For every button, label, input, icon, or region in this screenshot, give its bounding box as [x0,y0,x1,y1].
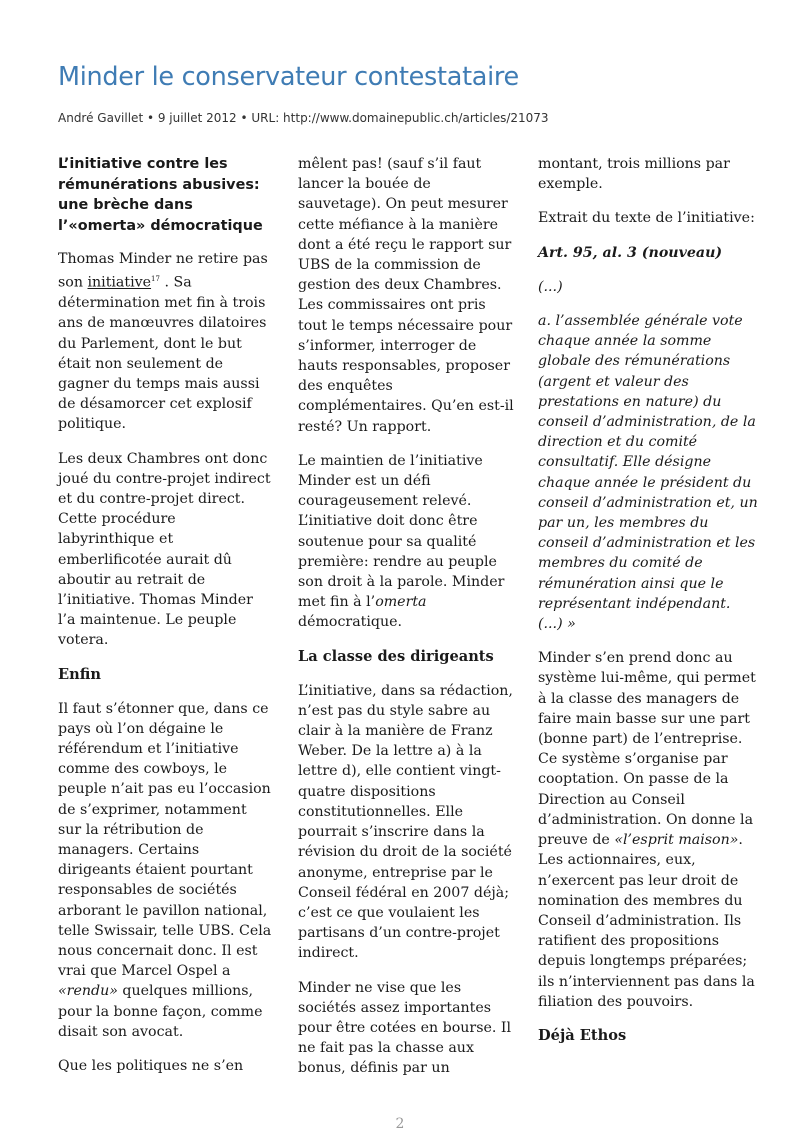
paragraph: Extrait du texte de l’initiative: [538,210,755,227]
paragraph [538,648,758,1012]
paragraph [298,451,516,633]
text-column-2 [298,154,516,1093]
paragraph: Les deux Chambres ont donc joué du contre-projet indirect et du contre-projet direct. Cette procédure labyrinthique et emberlificotée aurait dû aboutir au retrait de l’initiative. Thomas Minder l’a maintenue. Le peuple votera. [58,450,271,649]
section-heading-ethos: Déjà Ethos [538,1026,627,1044]
article-title: Minder le conservateur contestataire [58,62,519,92]
paragraph: Minder ne vise que les sociétés assez importantes pour être cotées en bourse. Il ne fait pas la chasse aux bonus, définis par un [298,979,512,1077]
paragraph [58,249,274,435]
text-run: démocratique. [298,614,403,631]
footnote-ref[interactable]: 17 [151,275,160,284]
paragraph: L’initiative, dans sa rédaction, n’est pas du style sabre au clair à la manière de Franz Weber. De la lettre a) à la lettre d), elle contient vingt-quatre dispositions constitutionnelles. Elle pourrait s’inscrire dans la révision du droit de la société anonyme, entreprise par le Conseil fédéral en 2007 déjà; c’est ce que voulaient les partisans d’un contre-projet indirect. [298,682,513,962]
paragraph: mêlent pas! (sauf s’il faut lancer la bouée de sauvetage). On peut mesurer cette méfiance à la manière dont a été reçu le rapport sur UBS de la commission de gestion des deux Chambres. Les commissaires ont pris tout le temps nécessaire pour s’informer, interroger de hauts responsables, proposer des enquêtes complémentaires. Qu’en est-il resté? Un rapport. [298,156,514,435]
italic-quote: «rendu» [58,983,118,1000]
text-run: quelques millions, pour la bonne façon, comme disait son avocat. [58,983,263,1040]
page-number: 2 [395,1116,405,1132]
paragraph: montant, trois millions par exemple. [538,156,730,193]
paragraph: Que les politiques ne s’en [58,1058,244,1075]
initiative-link[interactable]: initiative [87,274,152,291]
section-heading-classe: La classe des dirigeants [298,647,494,665]
article-byline: André Gavillet • 9 juillet 2012 • URL: http://www.domainepublic.ch/articles/21073 [58,111,549,125]
text-run: Le maintien de l’initiative Minder est un défi courageusement relevé. L’initiative doit donc être soutenue pour sa qualité première: rendre au peuple son droit à la parole. Minder met fin à l’ [298,452,505,611]
text-column-1 [58,154,274,1090]
italic-quote: «l’esprit maison» [614,832,739,849]
paragraph [58,699,274,1042]
italic-term: omerta [375,594,427,611]
text-run: . Sa détermination met fin à trois ans de manœuvres dilatoires du Parlement, dont le but était non seulement de gagner du temps mais aussi de désamorcer cet explosif politique. [58,274,267,433]
text-run: . Les actionnaires, eux, n’exercent pas leur droit de nomination des membres du Conseil d’administration. Ils ratifient des propositions depuis longtemps préparées; ils n’interviennent pas dans la filiation des pouvoirs. [538,832,755,1010]
section-heading-initiative: L’initiative contre les rémunérations abusives: une brèche dans l’«omerta» démocratique [58,156,263,234]
text-run: Thomas Minder ne retire pas son [58,251,268,291]
article-reference: Art. 95, al. 3 (nouveau) [538,244,723,261]
section-heading-enfin: Enfin [58,665,101,683]
text-run: Minder s’en prend donc au système lui-même, qui permet à la classe des managers de faire main basse sur une part (bonne part) de l’entreprise. Ce système s’organise par cooptation. On passe de la Direction au Conseil d’administration. On donne la preuve de [538,650,756,849]
text-run: Il faut s’étonner que, dans ce pays où l’on dégaine le référendum et l’initiative comme des cowboys, le peuple n’ait pas eu l’occasion de s’exprimer, notamment sur la rétribution de managers. Certains dirigeants étaient pourtant responsables de sociétés arborant le pavillon national, telle Swissair, telle UBS. Cela nous concernait donc. Il est vrai que Marcel Ospel a [58,700,272,980]
initiative-quote: a. l’assemblée générale vote chaque année la somme globale des rémunérations (argent et valeur des prestations en nature) du conseil d’administration, de la direction et du comité consultatif. Elle désigne chaque année le président du conseil d’administration et, un par un, les membres du conseil d’administration et les membres du comité de rémunération ainsi que le représentant indépendant. (...) » [538,313,758,633]
text-column-3 [538,154,758,1060]
ellipsis: (...) [538,278,563,295]
